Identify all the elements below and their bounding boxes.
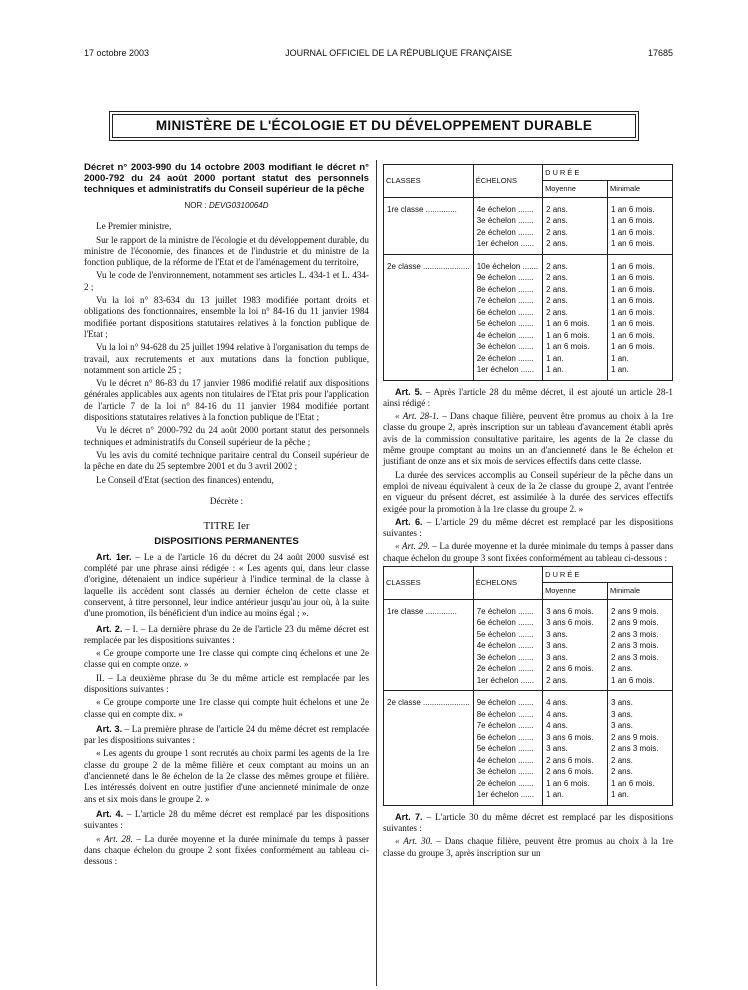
minimale-value: 1 an 6 mois.	[611, 307, 655, 317]
minimale-value: 1 an 6 mois.	[611, 227, 655, 237]
moyenne-value: 2 ans.	[546, 284, 568, 294]
echelon-label: 1er échelon ......	[476, 365, 535, 375]
col-header-classes: CLASSES	[384, 165, 474, 198]
column-divider	[376, 160, 377, 986]
preamble-paragraph: Vu la loi n° 83-634 du 13 juillet 1983 modifiée portant droits et obligations des fonctionnaires, ensemble la loi n° 84-16 du 11 janvier 1984 modifiée portant dispositions statutaires relatives à la fonction publique de l'Etat ;	[84, 295, 369, 339]
article-1-text: – Le a de l'article 16 du décret du 24 août 2000 susvisé est complété par une phrase ainsi rédigée : « Les agents qui, dans leur classe d'origine, détenaient un indice supérieur à l'indice terminal de la classe à laquelle ils accèdent sont classés au dernier échelon de cette classe et conservent, à titre personnel, leur indice antérieur jusqu'au jour où, à la suite d'une promotion, ils bénéficient d'un indice au moins égal ; ».	[84, 551, 370, 619]
echelon-label: 4e échelon .......	[476, 755, 534, 765]
minimale-value: 2 ans.	[611, 664, 633, 674]
moyenne-value: 2 ans 6 mois.	[546, 767, 594, 777]
echelon-label: 1er échelon ......	[476, 790, 535, 800]
moyenne-value: 2 ans.	[546, 239, 568, 249]
echelon-label: 6e échelon .......	[476, 307, 534, 317]
echelon-label: 8e échelon .......	[476, 284, 534, 294]
moyenne-value: 4 ans.	[546, 721, 568, 731]
moyenne-value: 2 ans.	[546, 204, 568, 214]
article-5-label: Art. 5.	[395, 386, 423, 397]
echelon-label: 10e échelon .......	[476, 261, 539, 271]
echelon-label: 4e échelon .......	[476, 641, 534, 651]
minimale-value: 1 an.	[611, 790, 629, 800]
preamble-paragraph: Le Premier ministre,	[96, 221, 172, 232]
class-label: 1re classe ..............	[387, 204, 457, 214]
preamble-paragraph: Le Conseil d'Etat (section des finances) entendu,	[96, 474, 274, 485]
moyenne-cell	[543, 691, 608, 806]
minimale-value: 1 an.	[611, 365, 629, 375]
article-7-label: Art. 7.	[395, 811, 423, 822]
ministry-banner: MINISTÈRE DE L'ÉCOLOGIE ET DU DÉVELOPPEMENT DURABLE	[112, 114, 636, 138]
article-2-label: Art. 2.	[96, 623, 123, 634]
moyenne-value: 3 ans 6 mois.	[546, 606, 594, 616]
minimale-value: 3 ans.	[611, 709, 633, 719]
article-3-text: – La première phrase de l'article 24 du même décret est remplacée par les dispositions suivantes :	[84, 723, 369, 746]
minimale-value: 2 ans 9 mois.	[611, 732, 659, 742]
minimale-value: 2 ans.	[611, 755, 633, 765]
echelon-label: 3e échelon .......	[476, 767, 534, 777]
col-header-moyenne: Moyenne	[543, 583, 608, 599]
table-row	[384, 691, 673, 806]
class-label: 2e classe .....................	[387, 261, 470, 271]
moyenne-value: 3 ans.	[546, 629, 568, 639]
minimale-value: 2 ans 3 mois.	[611, 652, 659, 662]
article-30-label: « Art. 30.	[395, 836, 433, 847]
echelon-label: 2e échelon .......	[476, 664, 534, 674]
col-header-echelons: ÉCHELONS	[473, 165, 542, 198]
echelon-cell	[473, 254, 542, 380]
minimale-value: 1 an 6 mois.	[611, 273, 655, 283]
article-4	[84, 809, 369, 832]
header-page-number: 17685	[647, 48, 673, 58]
echelon-cell	[473, 599, 542, 691]
preamble-paragraph: Vu la loi n° 94-628 du 25 juillet 1994 relative à l'organisation du temps de travail, aux recrutements et aux mutations dans la fonction publique, notamment son article 25 ;	[84, 342, 369, 375]
article-2	[84, 624, 369, 647]
moyenne-value: 3 ans.	[546, 652, 568, 662]
table-row	[384, 254, 673, 380]
moyenne-value: 1 an 6 mois.	[546, 778, 590, 788]
minimale-value: 2 ans 3 mois.	[611, 744, 659, 754]
article-3-quote: « Les agents du groupe 1 sont recrutés au choix parmi les agents de la 1re classe du groupe 2 de la même filière et ceux comptant au moins un an d'ancienneté dans le 8e échelon de la 2e classe des mêmes groupe et filière. Les intéressés doivent en outre justifier d'une ancienneté minimale de onze ans et six mois dans le groupe 2. »	[84, 748, 369, 804]
preamble-paragraph: Vu le décret n° 2000-792 du 24 août 2000 portant statut des personnels techniques et administratifs du Conseil supérieur de la pêche ;	[84, 425, 369, 447]
echelon-label: 7e échelon .......	[476, 721, 534, 731]
header-date: 17 octobre 2003	[84, 48, 150, 58]
echelon-label: 3e échelon .......	[476, 216, 534, 226]
moyenne-cell	[543, 599, 608, 691]
minimale-value: 1 an 6 mois.	[611, 216, 655, 226]
echelon-label: 1er échelon ......	[476, 239, 535, 249]
moyenne-value: 1 an.	[546, 790, 564, 800]
article-29-quote	[383, 541, 673, 564]
col-header-duree: DURÉE	[543, 567, 673, 583]
minimale-value: 1 an 6 mois.	[611, 330, 655, 340]
moyenne-value: 3 ans.	[546, 641, 568, 651]
col-header-classes: CLASSES	[384, 567, 474, 600]
minimale-value: 1 an 6 mois.	[611, 319, 655, 329]
nor-value: DEVG0310064D	[208, 201, 269, 210]
article-28-quote	[84, 834, 369, 868]
echelon-cell	[473, 691, 542, 806]
article-6-text: – L'article 29 du même décret est remplacé par les dispositions suivantes :	[383, 516, 673, 539]
moyenne-value: 1 an 6 mois.	[546, 319, 590, 329]
article-29-text: – La durée moyenne et la durée minimale du temps à passer dans chaque échelon du groupe 3 sont fixées conformément au tableau ci-dessous :	[383, 541, 673, 563]
class-cell	[384, 197, 474, 254]
col-header-echelons: ÉCHELONS	[473, 567, 542, 600]
moyenne-value: 1 an.	[546, 365, 564, 375]
article-6	[383, 517, 673, 540]
echelon-label: 4e échelon .......	[476, 204, 534, 214]
article-6-label: Art. 6.	[395, 516, 423, 527]
echelon-label: 2e échelon .......	[476, 778, 534, 788]
moyenne-cell	[543, 197, 608, 254]
class-label: 1re classe ..............	[387, 606, 457, 616]
moyenne-value: 2 ans.	[546, 675, 568, 685]
minimale-cell	[608, 197, 673, 254]
echelon-label: 7e échelon .......	[476, 606, 534, 616]
echelon-label: 7e échelon .......	[476, 296, 534, 306]
echelon-label: 3e échelon .......	[476, 652, 534, 662]
minimale-value: 2 ans 9 mois.	[611, 606, 659, 616]
preamble-paragraph: Vu le décret n° 86-83 du 17 janvier 1986 modifié relatif aux dispositions générales applicables aux agents non titulaires de l'Etat pris pour l'application de l'article 7 de la loi n° 84-16 du 11 janvier 1984 modifiée portant dispositions statutaires relatives à la fonction publique de l'Etat ;	[84, 378, 369, 423]
minimale-cell	[608, 599, 673, 691]
class-label: 2e classe .....................	[387, 698, 470, 708]
article-30-quote	[383, 836, 673, 859]
moyenne-value: 2 ans.	[546, 273, 568, 283]
article-30-text: – Dans chaque filière, peuvent être promus au choix à la 1re classe du groupe 3, après inscription sur un	[383, 836, 673, 858]
col-header-duree: DURÉE	[543, 165, 673, 181]
echelon-label: 5e échelon .......	[476, 319, 534, 329]
minimale-cell	[608, 691, 673, 806]
preamble-paragraph: Vu le code de l'environnement, notamment ses articles L. 434-1 et L. 434-2 ;	[84, 270, 369, 292]
article-2-quote-2: « Ce groupe comporte une 1re classe qui compte huit échelons et une 2e classe qui en compte dix. »	[84, 697, 369, 719]
echelon-label: 8e échelon .......	[476, 709, 534, 719]
echelon-label: 5e échelon .......	[476, 744, 534, 754]
minimale-value: 2 ans.	[611, 767, 633, 777]
moyenne-value: 4 ans.	[546, 709, 568, 719]
article-4-text: – L'article 28 du même décret est remplacé par les dispositions suivantes :	[84, 808, 369, 831]
table-row	[384, 599, 673, 691]
article-4-label: Art. 4.	[96, 808, 124, 819]
titre-heading: TITRE Ier	[203, 520, 250, 533]
col-header-moyenne: Moyenne	[543, 181, 608, 197]
echelon-cell	[473, 197, 542, 254]
moyenne-value: 2 ans.	[546, 216, 568, 226]
minimale-value: 1 an 6 mois.	[611, 342, 655, 352]
echelon-label: 9e échelon .......	[476, 698, 534, 708]
echelon-label: 9e échelon .......	[476, 273, 534, 283]
article-1	[84, 552, 369, 620]
article-28-1-quote-2: La durée des services accomplis au Conseil supérieur de la pêche dans un emploi de niveau équivalent à ceux de la 2e classe du groupe 2, avant l'entrée en vigueur du présent décret, est assimilée à la durée des services effectifs exigée pour la promotion à la 1re classe du groupe 2. »	[383, 469, 673, 514]
preamble-paragraph: Vu les avis du comité technique paritaire central du Conseil supérieur de la pêche en date du 25 septembre 2001 et du 3 avril 2002 ;	[84, 449, 369, 472]
class-cell	[384, 691, 474, 806]
preamble	[84, 221, 369, 486]
article-28-1-label: « Art. 28-1.	[395, 411, 439, 422]
minimale-value: 2 ans 9 mois.	[611, 618, 659, 628]
echelon-label: 5e échelon .......	[476, 629, 534, 639]
minimale-value: 1 an 6 mois.	[611, 204, 655, 214]
right-column	[383, 162, 673, 861]
moyenne-value: 3 ans.	[546, 744, 568, 754]
moyenne-value: 1 an 6 mois.	[546, 330, 590, 340]
article-2-quote-1: « Ce groupe comporte une 1re classe qui compte cinq échelons et une 2e classe qui en compte onze. »	[84, 648, 369, 670]
preamble-paragraph: Sur le rapport de la ministre de l'écologie et du développement durable, du ministre de l'économie, des finances et de l'industrie et du ministre de la fonction publique, de la réforme de l'Etat et de l'aménagement du territoire,	[84, 234, 369, 268]
article-28-label: « Art. 28.	[96, 833, 133, 844]
minimale-value: 3 ans.	[611, 721, 633, 731]
echelon-label: 6e échelon .......	[476, 732, 534, 742]
table-row	[384, 197, 673, 254]
echelon-label: 3e échelon .......	[476, 342, 534, 352]
nor-label: NOR :	[184, 201, 207, 210]
article-5-text: – Après l'article 28 du même décret, il est ajouté un article 28-1 ainsi rédigé :	[383, 386, 673, 408]
article-29-label: « Art. 29.	[395, 541, 430, 552]
article-3	[84, 724, 369, 747]
nor-reference	[84, 200, 369, 211]
col-header-minimale: Minimale	[608, 181, 673, 197]
moyenne-value: 1 an 6 mois.	[546, 342, 590, 352]
article-28-1-quote	[383, 411, 673, 467]
minimale-value: 1 an 6 mois.	[611, 261, 655, 271]
article-7	[383, 812, 673, 835]
minimale-value: 1 an 6 mois.	[611, 239, 655, 249]
col-header-minimale: Minimale	[608, 583, 673, 599]
moyenne-value: 3 ans 6 mois.	[546, 732, 594, 742]
moyenne-value: 2 ans 6 mois.	[546, 755, 594, 765]
moyenne-value: 2 ans.	[546, 296, 568, 306]
minimale-value: 1 an 6 mois.	[611, 296, 655, 306]
page-header	[84, 48, 673, 58]
group-3-echelon-table	[383, 566, 673, 806]
group-2-echelon-table	[383, 164, 673, 381]
moyenne-value: 2 ans.	[546, 261, 568, 271]
left-column	[84, 162, 369, 869]
minimale-cell	[608, 254, 673, 380]
minimale-value: 2 ans 3 mois.	[611, 629, 659, 639]
article-7-text: – L'article 30 du même décret est remplacé par les dispositions suivantes :	[383, 811, 673, 833]
dispositions-heading: DISPOSITIONS PERMANENTES	[154, 536, 299, 548]
article-5	[383, 387, 673, 410]
minimale-value: 3 ans.	[611, 698, 633, 708]
echelon-label: 4e échelon .......	[476, 330, 534, 340]
article-1-label: Art. 1er.	[96, 551, 132, 562]
moyenne-cell	[543, 254, 608, 380]
article-3-label: Art. 3.	[96, 723, 123, 734]
echelon-label: 1er échelon ......	[476, 675, 535, 685]
minimale-value: 1 an.	[611, 353, 629, 363]
moyenne-value: 4 ans.	[546, 698, 568, 708]
minimale-value: 1 an 6 mois.	[611, 284, 655, 294]
echelon-label: 2e échelon .......	[476, 227, 534, 237]
class-cell	[384, 599, 474, 691]
article-2-part-ii: II. – La deuxième phrase du 3e du même article est remplacée par les dispositions suivantes :	[84, 672, 369, 694]
moyenne-value: 3 ans 6 mois.	[546, 618, 594, 628]
minimale-value: 1 an 6 mois.	[611, 675, 655, 685]
decrete-heading: Décrète :	[209, 495, 244, 506]
article-2-text: – I. – La dernière phrase du 2e de l'article 23 du même décret est remplacée par les dispositions suivantes :	[84, 623, 369, 645]
moyenne-value: 2 ans.	[546, 307, 568, 317]
article-28-1-text: – Dans chaque filière, peuvent être promus au choix à la 1re classe du groupe 2, après inscription sur un tableau d'avancement établi après avis de la commission consultative paritaire, les agents de la 2e classe du même groupe comptant au moins un an d'ancienneté dans le 8e échelon et justifiant de onze ans et six mois de services effectifs dans cette classe.	[383, 411, 673, 467]
article-28-text: – La durée moyenne et la durée minimale du temps à passer dans chaque échelon du groupe 2 sont fixées conformément au tableau ci-dessous :	[84, 833, 369, 867]
echelon-label: 6e échelon .......	[476, 618, 534, 628]
moyenne-value: 1 an.	[546, 353, 564, 363]
decree-title: Décret n° 2003-990 du 14 octobre 2003 modifiant le décret n° 2000-792 du 24 août 2000 portant statut des personnels techniques et administratifs du Conseil supérieur de la pêche	[84, 162, 369, 195]
moyenne-value: 2 ans 6 mois.	[546, 664, 594, 674]
moyenne-value: 2 ans.	[546, 227, 568, 237]
header-journal: JOURNAL OFFICIEL DE LA RÉPUBLIQUE FRANÇAISE	[285, 48, 512, 58]
minimale-value: 2 ans 3 mois.	[611, 641, 659, 651]
echelon-label: 2e échelon .......	[476, 353, 534, 363]
minimale-value: 1 an 6 mois.	[611, 778, 655, 788]
class-cell	[384, 254, 474, 380]
